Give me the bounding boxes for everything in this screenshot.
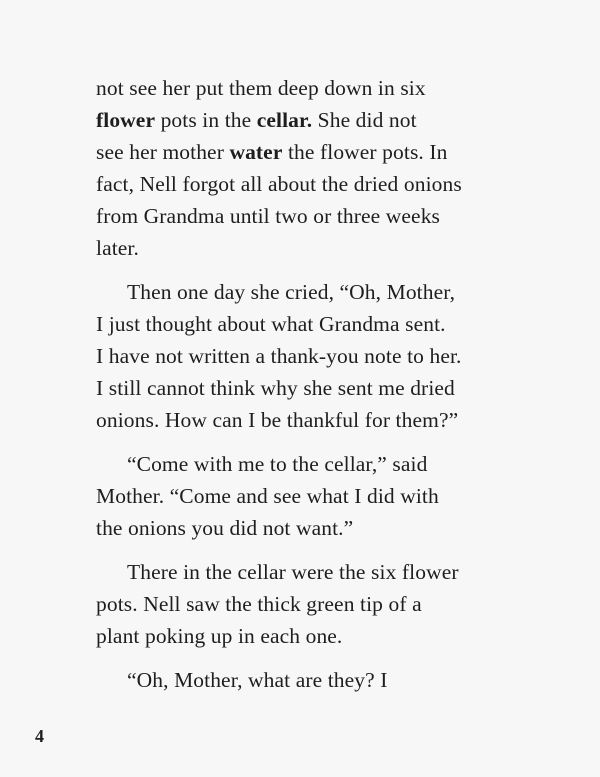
text-line: I have not written a thank-you note to her. xyxy=(96,344,462,368)
text-line: fact, Nell forgot all about the dried onions xyxy=(96,172,462,196)
text-run: She did not xyxy=(312,108,417,132)
vocab-word-flower: flower xyxy=(96,108,156,132)
text-line: not see her put them deep down in six xyxy=(96,76,426,100)
text-line: I still cannot think why she sent me dried xyxy=(96,376,455,400)
vocab-word-water: water xyxy=(229,140,283,164)
text-line: the onions you did not want.” xyxy=(96,516,354,540)
paragraph-3 xyxy=(96,448,556,544)
text-line: pots. Nell saw the thick green tip of a xyxy=(96,592,422,616)
story-text xyxy=(96,72,556,708)
vocab-word-cellar: cellar. xyxy=(256,108,313,132)
text-line: Then one day she cried, “Oh, Mother, xyxy=(127,280,456,304)
paragraph-2 xyxy=(96,276,556,436)
paragraph-1 xyxy=(96,72,556,264)
paragraph-5 xyxy=(96,664,556,696)
text-line: later. xyxy=(96,236,139,260)
text-line: “Oh, Mother, what are they? I xyxy=(127,668,388,692)
text-line xyxy=(96,136,556,168)
text-line: Mother. “Come and see what I did with xyxy=(96,484,439,508)
text-line: plant poking up in each one. xyxy=(96,624,343,648)
text-line: I just thought about what Grandma sent. xyxy=(96,312,446,336)
text-run: see her mother xyxy=(96,140,230,164)
paragraph-4 xyxy=(96,556,556,652)
text-line: from Grandma until two or three weeks xyxy=(96,204,441,228)
text-line: “Come with me to the cellar,” said xyxy=(127,452,428,476)
text-run: pots in the xyxy=(155,108,257,132)
text-line: There in the cellar were the six flower xyxy=(127,560,459,584)
page-number: 4 xyxy=(35,726,44,746)
text-line xyxy=(96,104,556,136)
text-line: onions. How can I be thankful for them?” xyxy=(96,408,459,432)
text-run: the flower pots. In xyxy=(282,140,448,164)
